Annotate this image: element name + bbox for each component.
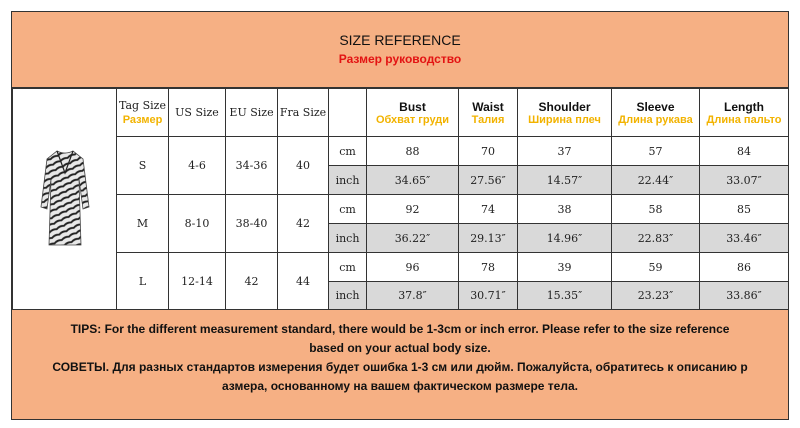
sleeve-cm-cell: 57 <box>612 137 700 166</box>
shoulder-inch-cell: 14.96″ <box>518 224 612 253</box>
sleeve-cm-cell: 58 <box>612 195 700 224</box>
bust-label: Bust <box>399 99 426 114</box>
tag-size-cell: S <box>117 137 169 195</box>
tips-line-en-1: TIPS: For the different measurement standard, there would be 1-3cm or inch error. Please refer to the size reference <box>70 322 730 336</box>
table-row <box>13 137 789 166</box>
waist-cm-cell: 70 <box>459 137 518 166</box>
shoulder-inch-cell: 14.57″ <box>518 166 612 195</box>
eu-size-cell: 38-40 <box>226 195 278 253</box>
bust-cm-cell: 92 <box>367 195 459 224</box>
table-row <box>13 253 789 282</box>
sleeve-label-ru: Длина рукава <box>618 113 693 126</box>
length-cm-cell: 85 <box>700 195 789 224</box>
length-cm-cell: 86 <box>700 253 789 282</box>
waist-label-ru: Талия <box>471 113 505 126</box>
shoulder-cm-cell: 37 <box>518 137 612 166</box>
fra-size-cell: 42 <box>278 195 329 253</box>
eu-size-cell: 34-36 <box>226 137 278 195</box>
header-title: SIZE REFERENCE <box>339 32 461 48</box>
bust-inch-cell: 37.8″ <box>367 282 459 310</box>
shoulder-cm-cell: 39 <box>518 253 612 282</box>
length-inch-cell: 33.86″ <box>700 282 789 310</box>
shoulder-label: Shoulder <box>538 99 591 114</box>
bust-inch-cell: 34.65″ <box>367 166 459 195</box>
table-row <box>13 195 789 224</box>
tips-line-ru-1: СОВЕТЫ. Для разных стандартов измерения будет ошибка 1-3 см или дюйм. Пожалуйста, обратитесь к описанию р <box>52 360 748 374</box>
fra-size-cell: 44 <box>278 253 329 310</box>
fra-size-cell: 40 <box>278 137 329 195</box>
sleeve-cm-cell: 59 <box>612 253 700 282</box>
unit-cm: cm <box>329 253 367 282</box>
product-image-cell <box>13 89 117 310</box>
tag-size-cell: L <box>117 253 169 310</box>
shoulder-label-ru: Ширина плеч <box>528 113 601 126</box>
us-size-cell: 4-6 <box>169 137 226 195</box>
tips-line-en-2: based on your actual body size. <box>309 341 491 355</box>
length-label: Length <box>724 99 764 114</box>
waist-inch-cell: 29.13″ <box>459 224 518 253</box>
waist-cm-cell: 74 <box>459 195 518 224</box>
col-header-shoulder <box>518 89 612 137</box>
length-cm-cell: 84 <box>700 137 789 166</box>
col-header-fra-size: Fra Size <box>278 89 329 137</box>
col-header-unit-blank <box>329 89 367 137</box>
eu-size-cell: 42 <box>226 253 278 310</box>
bust-cm-cell: 96 <box>367 253 459 282</box>
size-table-wrapper <box>12 88 788 309</box>
sleeve-inch-cell: 23.23″ <box>612 282 700 310</box>
length-inch-cell: 33.46″ <box>700 224 789 253</box>
tips-line-ru-2: азмера, основанному на вашем фактическом размере тела. <box>221 379 578 393</box>
col-header-bust <box>367 89 459 137</box>
unit-cm: cm <box>329 195 367 224</box>
size-chart-frame <box>11 11 789 420</box>
shoulder-cm-cell: 38 <box>518 195 612 224</box>
shoulder-inch-cell: 15.35″ <box>518 282 612 310</box>
us-size-cell: 8-10 <box>169 195 226 253</box>
waist-label: Waist <box>472 99 504 114</box>
col-header-length <box>700 89 789 137</box>
col-header-sleeve <box>612 89 700 137</box>
unit-inch: inch <box>329 166 367 195</box>
unit-inch: inch <box>329 282 367 310</box>
sleeve-label: Sleeve <box>636 99 675 114</box>
length-inch-cell: 33.07″ <box>700 166 789 195</box>
tag-size-label: Tag Size <box>119 98 166 112</box>
bust-inch-cell: 36.22″ <box>367 224 459 253</box>
table-header-row <box>13 89 789 137</box>
size-table <box>12 88 789 310</box>
col-header-eu-size: EU Size <box>226 89 278 137</box>
sleeve-inch-cell: 22.44″ <box>612 166 700 195</box>
col-header-tag-size <box>117 89 169 137</box>
tips-panel <box>12 309 788 419</box>
col-header-waist <box>459 89 518 137</box>
waist-inch-cell: 30.71″ <box>459 282 518 310</box>
bust-label-ru: Обхват груди <box>375 113 450 126</box>
waist-inch-cell: 27.56″ <box>459 166 518 195</box>
bust-cm-cell: 88 <box>367 137 459 166</box>
unit-cm: cm <box>329 137 367 166</box>
tag-size-label-ru: Размер <box>122 113 163 126</box>
waist-cm-cell: 78 <box>459 253 518 282</box>
us-size-cell: 12-14 <box>169 253 226 310</box>
header-subtitle: Размер руководство <box>338 52 462 66</box>
unit-inch: inch <box>329 224 367 253</box>
length-label-ru: Длина пальто <box>706 113 782 126</box>
sleeve-inch-cell: 22.83″ <box>612 224 700 253</box>
size-reference-header <box>12 12 788 88</box>
tag-size-cell: M <box>117 195 169 253</box>
col-header-us-size: US Size <box>169 89 226 137</box>
dress-image <box>37 149 93 249</box>
